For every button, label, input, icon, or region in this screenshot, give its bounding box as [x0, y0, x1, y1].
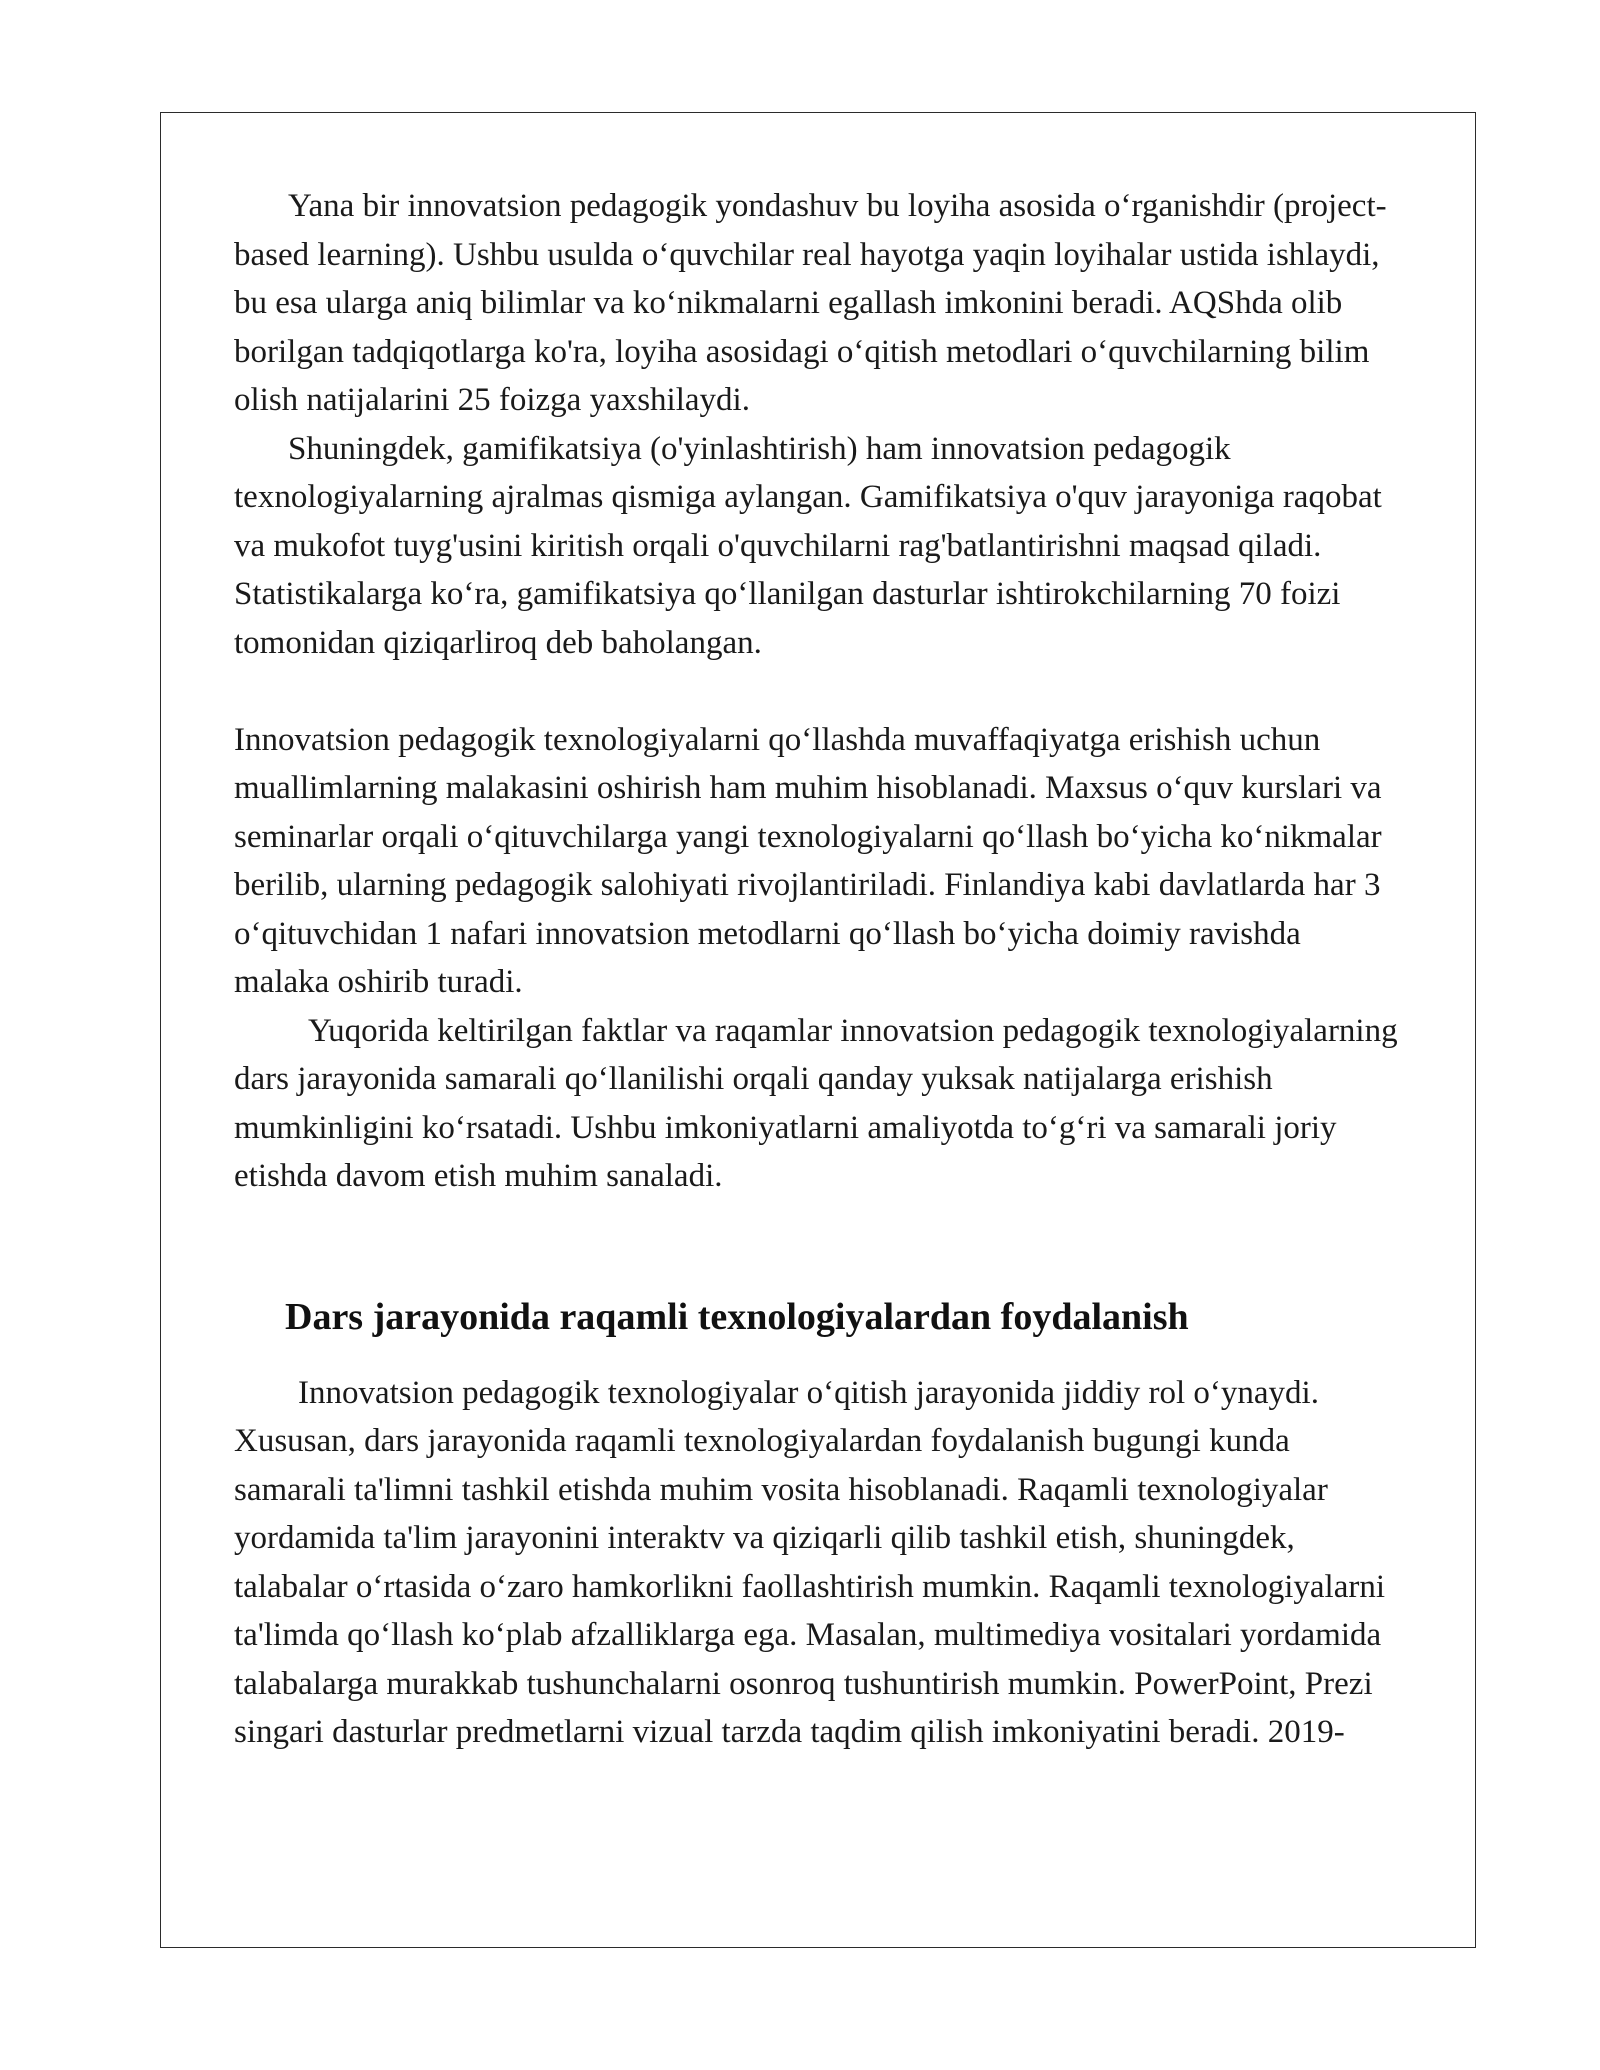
- paragraph-gamification: Shuningdek, gamifikatsiya (o'yinlashtirish) ham innovatsion pedagogik texnologiyalarning ajralmas qismiga aylangan. Gamifikatsiya o'quv jarayoniga raqobat va mukofot tuyg'usini kiritish orqali o'quvchilarni rag'batlantirishni maqsad qiladi. Statistikalarga ko‘ra, gamifikatsiya qo‘llanilgan dasturlar ishtirokchilarning 70 foizi tomonidan qiziqarliroq deb baholangan.: [234, 430, 1382, 661]
- section-heading: Dars jarayonida raqamli texnologiyalardan foydalanish: [285, 1295, 1189, 1338]
- paragraph-conclusion: Yuqorida keltirilgan faktlar va raqamlar innovatsion pedagogik texnologiyalarning dars jarayonida samarali qo‘llanilishi orqali qanday yuksak natijalarga erishish mumkinligini ko‘rsatadi. Ushbu imkoniyatlarni amaliyotda to‘g‘ri va samarali joriy etishda davom etish muhim sanaladi.: [234, 1012, 1398, 1194]
- paragraph-digital-technologies: Innovatsion pedagogik texnologiyalar o‘qitish jarayonida jiddiy rol o‘ynaydi. Xususan, dars jarayonida raqamli texnologiyalardan foydalanish bugungi kunda samarali ta'limni tashkil etishda muhim vosita hisoblanadi. Raqamli texnologiyalar yordamida ta'lim jarayonini interaktv va qiziqarli qilib tashkil etish, shuningdek, talabalar o‘rtasida o‘zaro hamkorlikni faollashtirish mumkin. Raqamli texnologiyalarni ta'limda qo‘llash ko‘plab afzalliklarga ega. Masalan, multimediya vositalari yordamida talabalarga murakkab tushunchalarni osonroq tushuntirish mumkin. PowerPoint, Prezi singari dasturlar predmetlarni vizual tarzda taqdim qilish imkoniyatini beradi. 2019-: [234, 1374, 1386, 1750]
- document-body: [234, 182, 1404, 1757]
- paragraph-project-based-learning: Yana bir innovatsion pedagogik yondashuv bu loyiha asosida o‘rganishdir (project-based learning). Ushbu usulda o‘quvchilar real hayotga yaqin loyihalar ustida ishlaydi, bu esa ularga aniq bilimlar va ko‘nikmalarni egallash imkonini beradi. AQShda olib borilgan tadqiqotlarga ko'ra, loyiha asosidagi o‘qitish metodlari o‘quvchilarning bilim olish natijalarini 25 foizga yaxshilaydi.: [234, 188, 1387, 418]
- paragraph-teacher-training: Innovatsion pedagogik texnologiyalarni qo‘llashda muvaffaqiyatga erishish uchun muallimlarning malakasini oshirish ham muhim hisoblanadi. Maxsus o‘quv kurslari va seminarlar orqali o‘qituvchilarga yangi texnologiyalarni qo‘llash bo‘yicha ko‘nikmalar berilib, ularning pedagogik salohiyati rivojlantiriladi. Finlandiya kabi davlatlarda har 3 o‘qituvchidan 1 nafari innovatsion metodlarni qo‘llash bo‘yicha doimiy ravishda malaka oshirib turadi.: [234, 721, 1382, 1000]
- empty-line: [234, 667, 1404, 716]
